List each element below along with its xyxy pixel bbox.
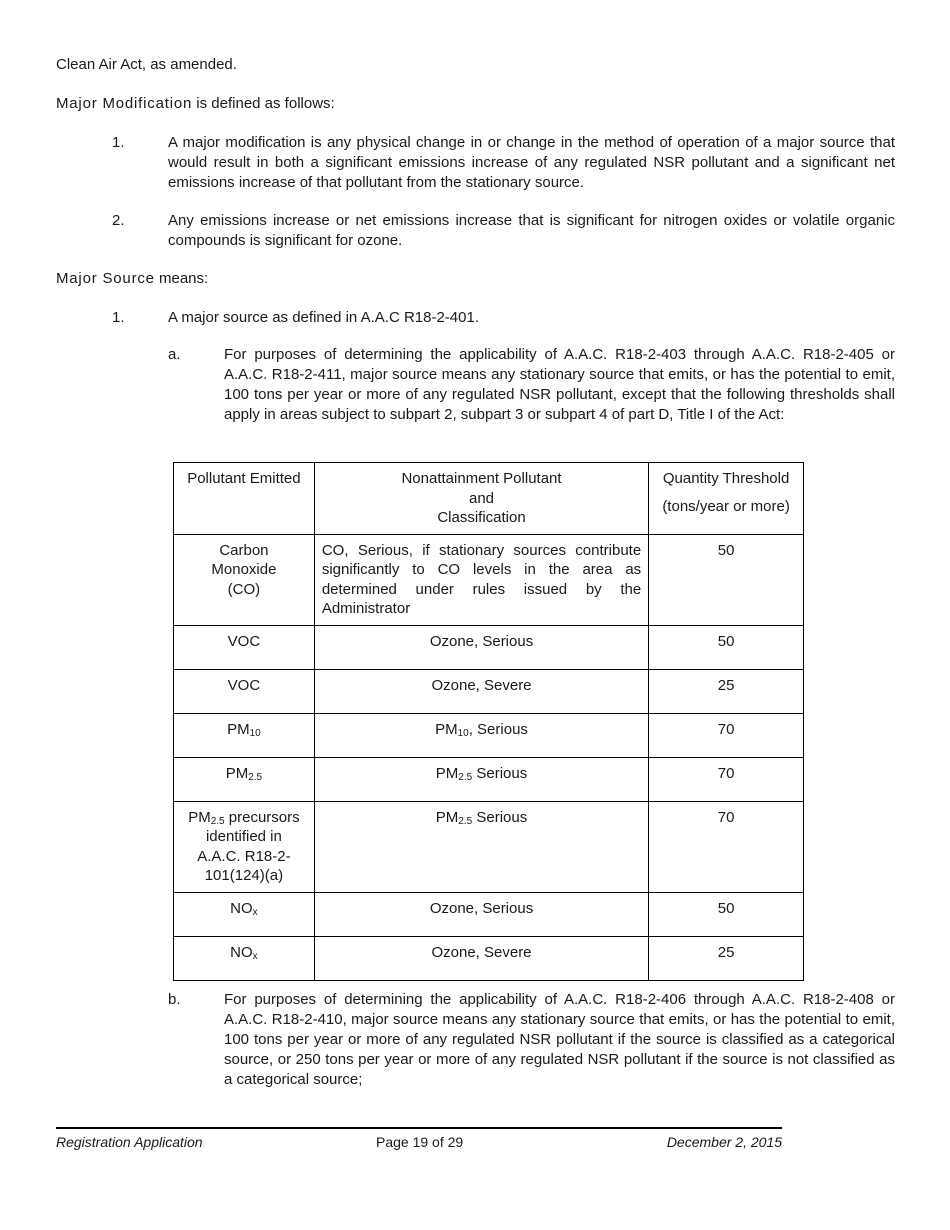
table-row [174,757,804,801]
major-source-heading [56,269,208,289]
table-row [174,892,804,936]
threshold-cell: 70 [649,757,804,801]
pollutant-cell: $PM_{10}$ [174,713,315,757]
threshold-cell: 50 [649,534,804,625]
classification-cell: Ozone, Severe [314,669,648,713]
classification-cell: $PM_{2.5}$ Serious [314,757,648,801]
threshold-cell: 50 [649,625,804,669]
pollutant-cell: $NO_x$ [174,892,315,936]
table-row [174,936,804,980]
table-row [174,669,804,713]
classification-cell: CO, Serious, if stationary sources contribute significantly to CO levels in the area as determined under rules issued by the Administrator [314,534,648,625]
header-quantity: Quantity Threshold (tons/year or more) [649,463,804,535]
classification-cell: $PM_{2.5}$ Serious [314,801,648,892]
table-row [174,625,804,669]
mm-item-2-number: 2. [112,212,125,229]
clean-air-act-text: Clean Air Act, as amended. [56,56,237,73]
threshold-cell: 70 [649,801,804,892]
mm-item-1-text: A major modification is any physical change in or change in the method of operation of a major source that would result in both a significant emissions increase of any regulated NSR pollutant and a significant net emissions increase of that pollutant from the stationary source. [168,134,895,191]
major-source-lead: means: [154,270,209,287]
major-modification-lead: is defined as follows: [192,95,335,112]
major-modification-term: Major Modification [56,95,193,112]
mm-item-2-text: Any emissions increase or net emissions increase that is significant for nitrogen oxides or volatile organic compounds is significant for ozone. [168,212,895,249]
threshold-cell: 25 [649,669,804,713]
table-row [174,713,804,757]
classification-cell: $PM_{10}$, Serious [314,713,648,757]
classification-cell: Ozone, Serious [314,625,648,669]
ms-sub-a-text: For purposes of determining the applicability of A.A.C. R18-2-403 through A.A.C. R18-2-405 or A.A.C. R18-2-411, major source means any stationary source that emits, or has the potential to emit, 100 tons per year or more of any regulated NSR pollutant, except that the following thresholds shall apply in areas subject to subpart 2, subpart 3 or subpart 4 of part D, Title I of the Act: [224,346,895,423]
intro-line [56,55,237,75]
major-source-term: Major Source [56,270,155,287]
footer-rule [56,1127,782,1129]
footer-date: December 2, 2015 [666,1134,782,1150]
ms-sub-b-label: b. [168,991,181,1008]
pollutant-cell: Carbon Monoxide (CO) [174,534,315,625]
ms-sub-b-text: For purposes of determining the applicability of A.A.C. R18-2-406 through A.A.C. R18-2-408 or A.A.C. R18-2-410, major source means any stationary source that emits, or has the potential to emit, 100 tons per year or more of any regulated NSR pollutant if the source is classified as a categorical source, or 250 tons per year or more of any regulated NSR pollutant if the source is not classified as a categorical source; [224,991,895,1088]
mm-item-1-number: 1. [112,134,125,151]
ms-sub-a-label: a. [168,346,181,363]
classification-cell: Ozone, Severe [314,936,648,980]
header-nonattainment: Nonattainment Pollutant and Classification [314,463,648,535]
table-row [174,801,804,892]
pollutant-cell: VOC [174,625,315,669]
pollutant-cell: $PM_{2.5}$ [174,757,315,801]
table-header-row [174,463,804,535]
pollutant-cell: VOC [174,669,315,713]
header-pollutant: Pollutant Emitted [174,463,315,535]
ms-item-1-text: A major source as defined in A.A.C R18-2-401. [168,309,480,326]
threshold-cell: 50 [649,892,804,936]
table-row [174,534,804,625]
ms-item-1-number: 1. [112,309,125,326]
pollutant-cell: $NO_x$ [174,936,315,980]
footer-document-name: Registration Application [56,1134,203,1150]
footer-page-number: Page 19 of 29 [376,1134,464,1150]
threshold-table [173,462,804,981]
threshold-cell: 25 [649,936,804,980]
threshold-cell: 70 [649,713,804,757]
major-modification-heading [56,94,335,114]
pollutant-cell: $PM_{2.5}$ precursors identified in A.A.C. R18-2- 101(124)(a) [174,801,315,892]
classification-cell: Ozone, Serious [314,892,648,936]
